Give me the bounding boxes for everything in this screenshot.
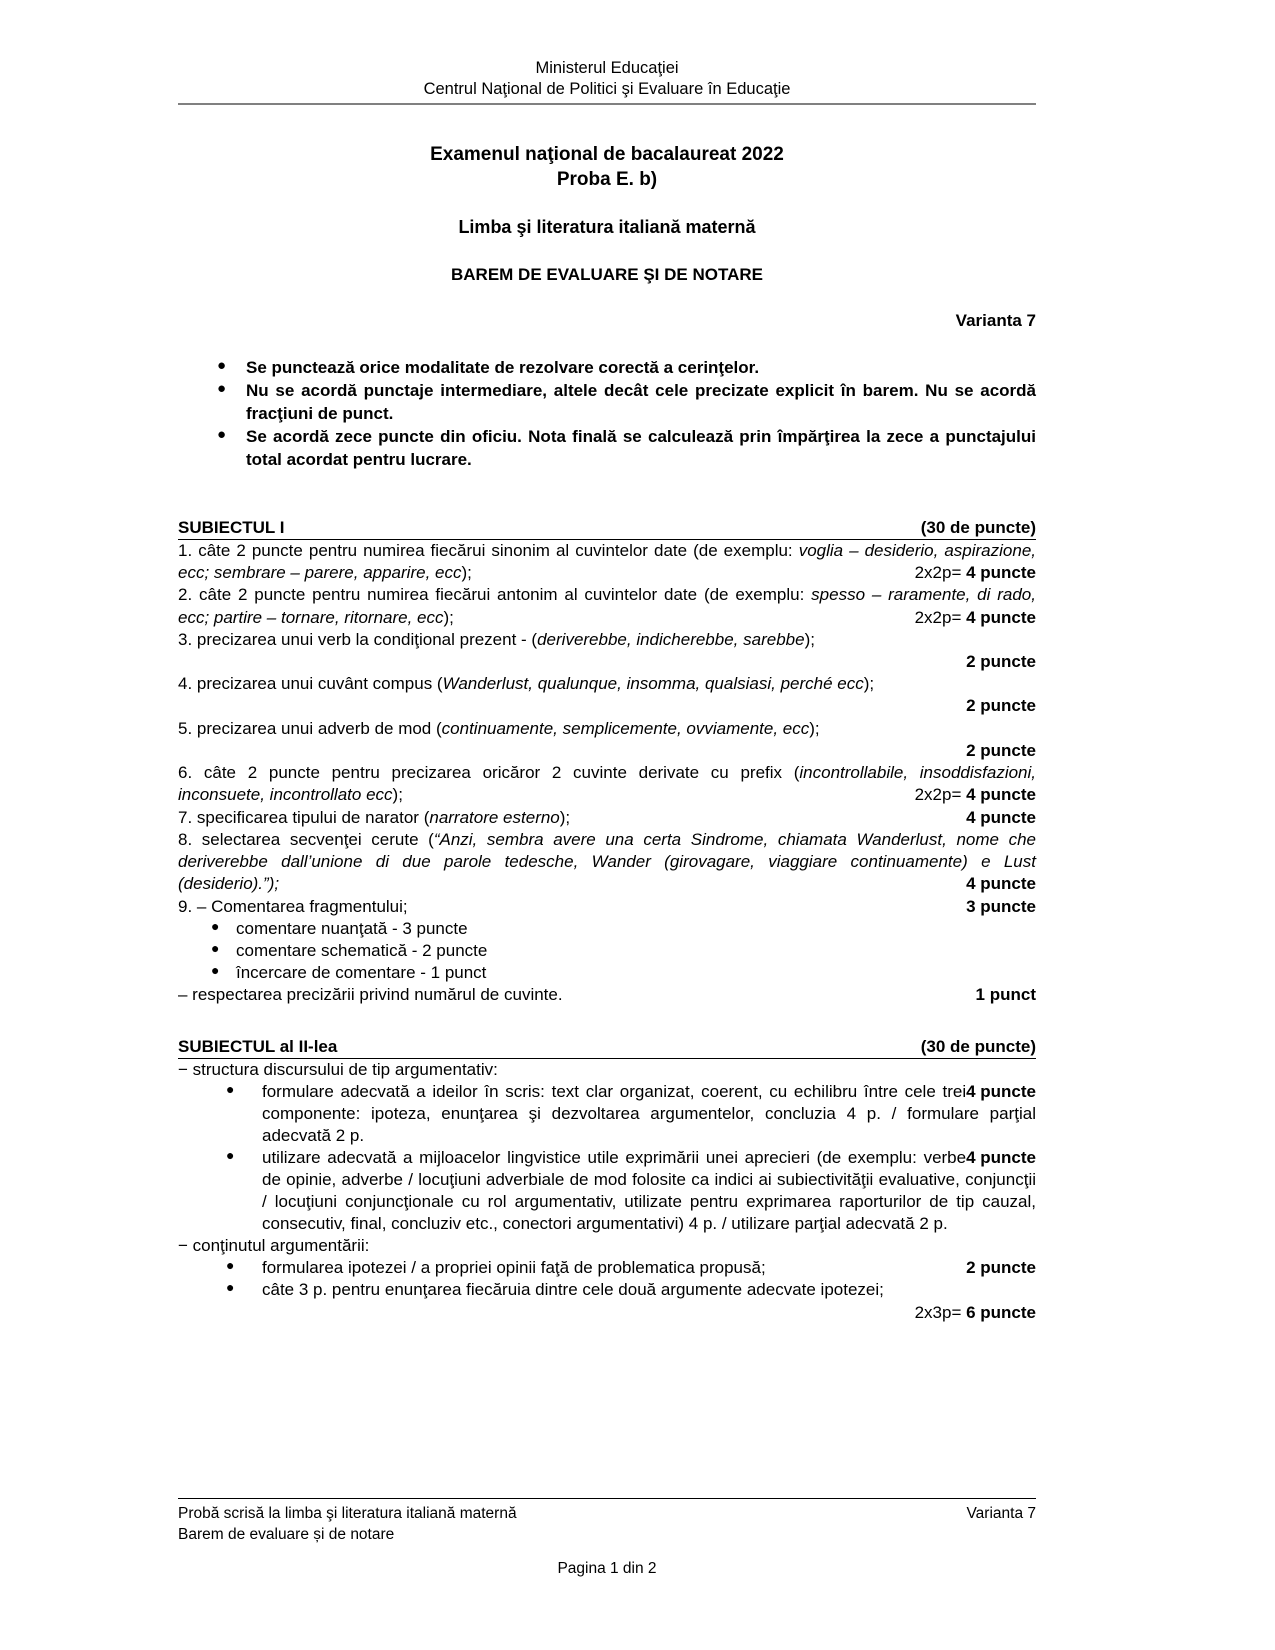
exam-title — [178, 143, 1036, 192]
subiect2-bullet-b1 — [178, 1257, 1036, 1279]
item-7-text-a: 7. specificarea tipului de narator ( — [178, 807, 430, 827]
bullet-b2-points: 6 puncte — [966, 1302, 1036, 1322]
bullet-b2-calc: 2x3p= — [914, 1302, 967, 1322]
item-10-points: 1 punct — [975, 985, 1036, 1005]
footer-page-number: Pagina 1 din 2 — [557, 1560, 657, 1578]
bullet-a1-points: 4 puncte — [966, 1081, 1036, 1101]
item-9-bullet-text: comentare nuanţată - 3 puncte — [236, 918, 468, 938]
item-6-text-b: ); — [392, 784, 403, 804]
item-1-text-a: 1. câte 2 puncte pentru numirea fiecărui sinonim al cuvintelor date (de exemplu: — [178, 540, 799, 560]
bullet-icon: ● — [211, 939, 220, 956]
item-7-text-b: ); — [559, 807, 571, 827]
exam-title-line1: Examenul naţional de bacalaureat 2022 — [430, 144, 784, 166]
subiect2-bullet-a1 — [178, 1081, 1036, 1147]
subiect2-section-b-bullets — [178, 1257, 1036, 1301]
barem-item-10 — [178, 984, 1036, 1006]
barem-item-5-points-row — [178, 740, 1036, 762]
barem-item-3-points-row — [178, 651, 1036, 673]
item-1-points: 4 puncte — [966, 563, 1036, 583]
barem-item-3 — [178, 629, 1036, 651]
bullet-icon: ● — [217, 426, 227, 444]
item-2-italic: spesso – raramente, di rado, ecc; partire – tornare, ritornare, ecc — [178, 585, 1036, 627]
bullet-icon: ● — [217, 356, 227, 374]
barem-item-2 — [178, 584, 1036, 628]
barem-item-5 — [178, 718, 1036, 740]
item-3-text-a: 3. precizarea unui verb la condiţional prezent - ( — [178, 630, 538, 650]
footer-variant: Varianta 7 — [966, 1505, 1036, 1522]
item-8-italic: “Anzi, sembra avere una certa Sindrome, chiamata Wanderlust, nome che deriverebbe dall’unione di due parole tedesche, Wander (girovagare, viaggiare continuamente) e Lust (desiderio).”); — [178, 829, 1037, 893]
bullet-b1-text: formularea ipotezei / a propriei opinii faţă de problematica propusă; — [262, 1258, 766, 1278]
item-8-points: 4 puncte — [966, 874, 1036, 894]
item-10-text: – respectarea precizării privind numărul de cuvinte. — [178, 985, 563, 1005]
footer-line-2 — [178, 1525, 1036, 1546]
footer-barem-label: Barem de evaluare și de notare — [178, 1525, 395, 1543]
footer-divider — [178, 1498, 1036, 1499]
intro-bullet-text: Nu se acordă punctaje intermediare, altele decât cele precizate explicit în barem. Nu se acordă fracţiuni de punct. — [246, 381, 1036, 423]
subiect2-section-a-label: − structura discursului de tip argumentativ: — [178, 1059, 498, 1079]
intro-bullet-item — [178, 426, 1036, 471]
item-6-points: 4 puncte — [966, 785, 1036, 805]
item-1-italic: voglia – desiderio, aspirazione, ecc; sembrare – parere, apparire, ecc — [178, 540, 1036, 582]
subiect2-section-a-bullets — [178, 1081, 1036, 1236]
bullet-a1-text: formulare adecvată a ideilor în scris: text clar organizat, coerent, cu echilibru între cele trei componente: ipoteza, enunţarea şi dezvoltarea argumentelor, concluzia 4 p. / formulare parţial adecvată 2 p. — [262, 1081, 1036, 1145]
item-9-bullet-text: încercare de comentare - 1 punct — [236, 963, 487, 983]
item-6-italic: incontrollabile, insoddisfazioni, inconsuete, incontrollato ecc — [178, 762, 1036, 804]
barem-item-4-points-row — [178, 695, 1036, 717]
item-9-bullet — [178, 918, 1036, 940]
barem-item-4 — [178, 673, 1036, 695]
section-points: (30 de puncte) — [920, 1036, 1036, 1056]
item-4-italic: Wanderlust, qualunque, insomma, qualsiasi, perché ecc — [442, 674, 864, 694]
bullet-b2-text: câte 3 p. pentru enunţarea fiecăruia dintre cele două argumente adecvate ipotezei; — [262, 1280, 884, 1300]
item-9-bullet — [178, 940, 1036, 962]
item-7-italic: narratore esterno — [429, 807, 560, 827]
item-6-calc: 2x2p= — [914, 785, 967, 805]
item-4-text-b: ); — [863, 674, 875, 694]
item-5-text-a: 5. precizarea unui adverb de mod ( — [178, 718, 442, 738]
bullet-a2-text: utilizare adecvată a mijloacelor lingvistice utile exprimării unei aprecieri (de exemplu: verbe de opinie, adverbe / locuţiuni adverbiale de mod folosite ca indici ai subiectivităţii evaluative, conjuncţii / locuţiuni conjuncţionale cu rol argumentativ, utilizate pentru exprimarea raporturilor de tip cauzal, consecutiv, final, concluziv etc., conectori argumentativi) 4 p. / utilizare parţial adecvată 2 p. — [262, 1147, 1036, 1234]
bullet-icon: ● — [226, 1080, 235, 1097]
barem-item-1 — [178, 540, 1036, 584]
item-9-bullet-list — [178, 918, 1036, 985]
barem-item-6 — [178, 762, 1036, 806]
variant-label: Varianta 7 — [955, 310, 1036, 330]
item-3-points: 2 puncte — [966, 652, 1036, 672]
item-6-text-a: 6. câte 2 puncte pentru precizarea oricăror 2 cuvinte derivate cu prefix ( — [178, 762, 800, 782]
section-points: (30 de puncte) — [920, 517, 1036, 537]
item-1-calc: 2x2p= — [914, 563, 967, 583]
item-2-text-b: ); — [443, 607, 454, 627]
bullet-a2-points: 4 puncte — [966, 1147, 1036, 1167]
intro-bullet-text: Se punctează orice modalitate de rezolvare corectă a cerinţelor. — [246, 357, 760, 377]
item-9-points: 3 puncte — [966, 896, 1036, 916]
intro-bullet-list — [178, 357, 1036, 472]
bullet-b2-points-row — [178, 1302, 1036, 1324]
bullet-icon: ● — [217, 380, 227, 398]
section-title: SUBIECTUL I — [178, 517, 285, 537]
bullet-icon: ● — [226, 1257, 235, 1274]
item-7-points: 4 puncte — [966, 807, 1036, 827]
document-footer — [178, 1498, 1036, 1580]
item-4-points: 2 puncte — [966, 696, 1036, 716]
bullet-icon: ● — [211, 962, 220, 979]
subiect2-section-b-label: − conţinutul argumentării: — [178, 1236, 370, 1256]
item-2-calc: 2x2p= — [914, 608, 967, 628]
intro-bullet-item — [178, 357, 1036, 380]
subject-title: Limba şi literatura italiană maternă — [458, 216, 756, 237]
item-8-text-a: 8. selectarea secvenţei cerute ( — [178, 829, 434, 849]
bullet-icon: ● — [226, 1146, 235, 1163]
ministry-name: Ministerul Educaţiei — [535, 59, 679, 77]
bullet-icon: ● — [226, 1279, 235, 1296]
item-9-bullet — [178, 962, 1036, 984]
item-2-points: 4 puncte — [966, 608, 1036, 628]
barem-item-7 — [178, 807, 1036, 829]
subiect2-bullet-b2 — [178, 1279, 1036, 1301]
bullet-b1-points: 2 puncte — [966, 1258, 1036, 1278]
barem-item-9 — [178, 896, 1036, 918]
barem-title: BAREM DE EVALUARE ŞI DE NOTARE — [450, 264, 763, 284]
item-9-bullet-text: comentare schematică - 2 puncte — [236, 940, 488, 960]
item-3-text-b: ); — [804, 630, 815, 650]
exam-title-line2: Proba E. b) — [556, 168, 658, 190]
item-3-italic: deriverebbe, indicherebbe, sarebbe — [537, 630, 805, 650]
document-header — [178, 0, 1036, 100]
footer-exam-label: Probă scrisă la limba şi literatura italiană maternă — [178, 1505, 517, 1522]
section-title: SUBIECTUL al II-lea — [178, 1036, 338, 1056]
intro-bullet-text: Se acordă zece puncte din oficiu. Nota finală se calculează prin împărţirea la zece a punctajului total acordat pentru lucrare. — [246, 427, 1036, 470]
intro-bullet-item — [178, 380, 1036, 425]
bullet-icon: ● — [211, 917, 220, 934]
item-5-italic: continuamente, semplicemente, ovviamente, ecc — [441, 718, 810, 738]
item-2-text-a: 2. câte 2 puncte pentru numirea fiecărui antonim al cuvintelor date (de exemplu: — [178, 585, 812, 605]
item-5-points: 2 puncte — [966, 740, 1036, 760]
item-9-text: 9. – Comentarea fragmentului; — [178, 896, 408, 916]
barem-item-8 — [178, 829, 1036, 895]
center-name: Centrul Naţional de Politici şi Evaluare în Educaţie — [423, 80, 791, 99]
subiect2-bullet-a2 — [178, 1147, 1036, 1235]
item-5-text-b: ); — [809, 718, 820, 738]
item-1-text-b: ); — [461, 562, 472, 582]
item-4-text-a: 4. precizarea unui cuvânt compus ( — [178, 674, 443, 694]
footer-line-1 — [178, 1504, 1036, 1525]
page-content — [178, 0, 1036, 1324]
section-heading-subiectul-2 — [178, 1037, 1036, 1059]
header-divider — [178, 103, 1036, 105]
section-heading-subiectul-1 — [178, 518, 1036, 540]
